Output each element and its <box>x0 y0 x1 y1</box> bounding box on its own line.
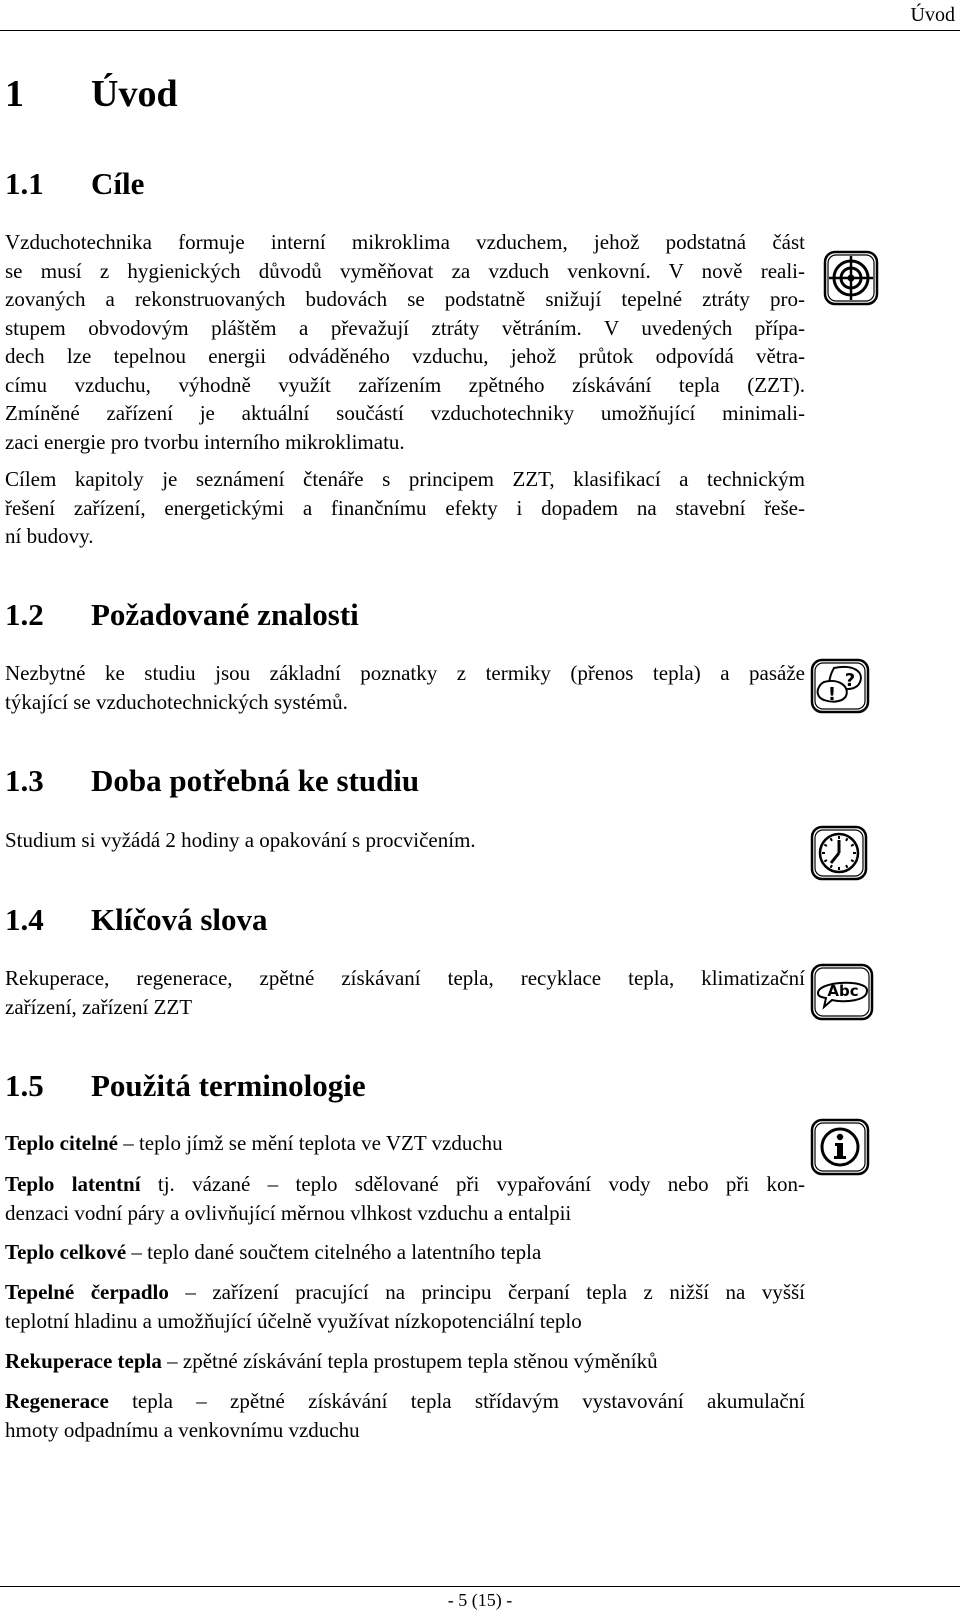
section-title: Cíle <box>91 166 145 201</box>
text-line: zaci energie pro tvorbu interního mikroklimatu. <box>5 429 405 454</box>
term-definition <box>5 1347 805 1376</box>
text-line: stupem obvodovým pláštěm a převažují ztráty větráním. V uvedených přípa- <box>5 315 805 340</box>
header-rule <box>0 30 960 31</box>
section-number: 1.2 <box>5 597 44 632</box>
definition: hmoty odpadnímu a venkovnímu vzduchu <box>5 1417 360 1442</box>
section-title: Požadované znalosti <box>91 597 359 632</box>
text-line: címu vzduchu, výhodně využít zařízením zpětného získávání tepla (ZZT). <box>5 372 805 397</box>
text-line: zovaných a rekonstruovaných budovách se podstatně snižují tepelné ztráty pro- <box>5 287 805 311</box>
term: Teplo citelné <box>5 1131 118 1155</box>
term: Teplo latentní <box>5 1172 141 1196</box>
paragraph-study-time <box>5 826 805 855</box>
definition: – zpětné získávání tepla prostupem tepla stěnou výměníků <box>161 1349 658 1373</box>
term: Tepelné čerpadlo <box>5 1280 169 1304</box>
term-definition <box>5 1387 805 1444</box>
text-line: Rekuperace, regenerace, zpětné získávaní tepla, recyklace tepla, klimatizační <box>5 966 805 990</box>
definition: teplotní hladinu a umožňující účelně využívat nízkopotenciální teplo <box>5 1308 582 1333</box>
term: Teplo celkové <box>5 1240 127 1264</box>
text-line: týkající se vzduchotechnických systémů. <box>5 689 348 714</box>
text-line: Zmíněné zařízení je aktuální součástí vzduchotechniky umožňující minimali- <box>5 401 805 425</box>
section-number: 1.3 <box>5 763 44 798</box>
section-number: 1.5 <box>5 1068 44 1103</box>
info-icon <box>810 1118 870 1176</box>
page-number: - 5 (15) - <box>447 1590 513 1610</box>
abc-label: Abc <box>827 982 859 1000</box>
term-definition <box>5 1170 805 1227</box>
section-title: Doba potřebná ke studiu <box>91 763 420 798</box>
section-heading-1-1 <box>5 166 144 202</box>
text-line: Nezbytné ke studiu jsou základní poznatky z termiky (přenos tepla) a pasáže <box>5 661 805 685</box>
section-heading-1-2 <box>5 597 359 633</box>
text-line: zařízení, zařízení ZZT <box>5 994 193 1019</box>
definition: tepla – zpětné získávání tepla střídavým vystavování akumulační <box>108 1389 805 1413</box>
question-exclamation-icon <box>810 658 870 714</box>
footer-rule <box>0 1586 960 1587</box>
paragraph-goals-2 <box>5 465 805 551</box>
paragraph-knowledge <box>5 659 805 716</box>
text-line: řešení zařízení, energetickými a finančnímu efekty i dopadem na stavební řeše- <box>5 495 805 520</box>
chapter-heading <box>5 72 178 116</box>
term: Regenerace <box>5 1389 109 1413</box>
chapter-number: 1 <box>5 73 24 115</box>
section-number: 1.1 <box>5 166 44 201</box>
text-line: Cílem kapitoly je seznámení čtenáře s principem ZZT, klasifikací a technickým <box>5 467 805 491</box>
svg-text:!: ! <box>827 684 837 705</box>
definition: tj. vázané – teplo sdělované při vypařování vody nebo při kon- <box>140 1172 805 1196</box>
section-heading-1-3 <box>5 763 419 799</box>
text-line: Studium si vyžádá 2 hodiny a opakování s procvičením. <box>5 828 476 852</box>
section-heading-1-4 <box>5 902 268 938</box>
term-definition <box>5 1278 805 1335</box>
section-title: Klíčová slova <box>91 902 268 937</box>
clock-icon <box>810 825 868 881</box>
paragraph-keywords <box>5 964 805 1021</box>
running-header: Úvod <box>910 4 955 26</box>
text-line: ní budovy. <box>5 524 94 548</box>
text-line: Vzduchotechnika formuje interní mikroklima vzduchem, jehož podstatná část <box>5 230 805 254</box>
section-title: Použitá terminologie <box>91 1068 366 1103</box>
paragraph-goals-1 <box>5 228 805 456</box>
text-line: dech lze tepelnou energii odváděného vzduchu, jehož průtok odpovídá větra- <box>5 344 805 368</box>
chapter-title: Úvod <box>91 73 178 115</box>
section-heading-1-5 <box>5 1068 366 1104</box>
section-number: 1.4 <box>5 902 44 937</box>
term-definition <box>5 1129 805 1158</box>
term: Rekuperace tepla <box>5 1349 162 1373</box>
term-definition <box>5 1238 805 1267</box>
svg-text:?: ? <box>844 670 856 691</box>
definition: denzaci vodní páry a ovlivňující měrnou vlhkost vzduchu a entalpii <box>5 1200 572 1225</box>
target-icon <box>823 250 879 306</box>
keywords-abc-icon <box>810 963 874 1021</box>
definition: – teplo jímž se mění teplota ve VZT vzduchu <box>117 1131 503 1155</box>
text-line: se musí z hygienických důvodů vyměňovat za vzduch venkovní. V nově reali- <box>5 258 805 283</box>
definition: – teplo dané součtem citelného a latentního tepla <box>126 1240 542 1264</box>
definition: – zařízení pracující na principu čerpaní tepla z nižší na vyšší <box>168 1280 805 1304</box>
